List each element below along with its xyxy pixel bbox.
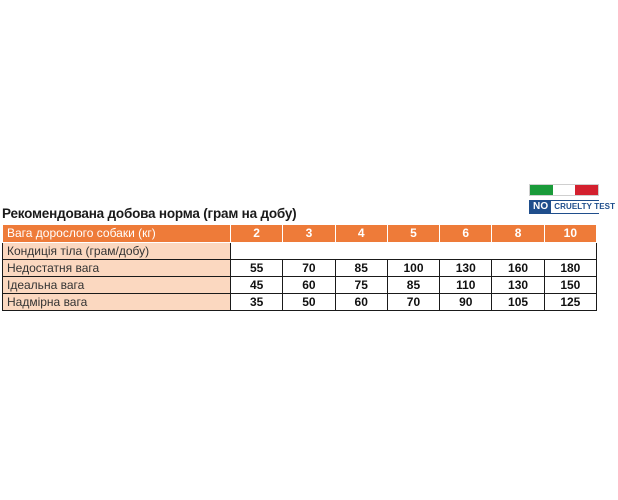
feeding-table: [2, 225, 597, 311]
no-cruelty-test-badge: [529, 200, 616, 214]
table-cell: 105: [492, 293, 544, 310]
table-cell: 180: [544, 259, 596, 276]
table-cell: 70: [387, 293, 439, 310]
table-cell: 100: [387, 259, 439, 276]
feeding-table-title: Рекомендована добова норма (грам на добу): [2, 206, 297, 221]
condition-blank-cell: [231, 242, 597, 259]
header-weight-cell: 10: [544, 225, 596, 242]
header-weight-cell: 5: [387, 225, 439, 242]
table-cell: 35: [231, 293, 283, 310]
italian-flag-icon: [529, 184, 599, 196]
badge-no-text: NO: [530, 201, 551, 213]
table-cell: 45: [231, 276, 283, 293]
table-cell: 150: [544, 276, 596, 293]
flag-green-stripe: [530, 185, 553, 195]
table-cell: 60: [283, 276, 335, 293]
row-label: Недостатня вага: [3, 259, 231, 276]
header-weight-cell: 2: [231, 225, 283, 242]
table-row: [3, 259, 597, 276]
flag-red-stripe: [575, 185, 598, 195]
table-cell: 110: [440, 276, 492, 293]
table-cell: 85: [387, 276, 439, 293]
header-weight-cell: 6: [440, 225, 492, 242]
table-cell: 70: [283, 259, 335, 276]
row-label: Надмірна вага: [3, 293, 231, 310]
header-weight-label: Вага дорослого собаки (кг): [3, 225, 231, 242]
table-cell: 130: [492, 276, 544, 293]
header-weight-cell: 4: [335, 225, 387, 242]
header-weight-cell: 3: [283, 225, 335, 242]
table-row: [3, 293, 597, 310]
table-cell: 125: [544, 293, 596, 310]
table-row: [3, 276, 597, 293]
row-label: Ідеальна вага: [3, 276, 231, 293]
table-cell: 85: [335, 259, 387, 276]
table-cell: 130: [440, 259, 492, 276]
flag-white-stripe: [553, 185, 576, 195]
table-cell: 60: [335, 293, 387, 310]
table-cell: 50: [283, 293, 335, 310]
table-cell: 90: [440, 293, 492, 310]
condition-label: Кондиція тіла (грам/добу): [3, 242, 231, 259]
table-cell: 55: [231, 259, 283, 276]
table-cell: 75: [335, 276, 387, 293]
table-header-row: [3, 225, 597, 242]
badge-cruelty-text: CRUELTY TEST: [551, 201, 618, 213]
table-condition-row: [3, 242, 597, 259]
header-weight-cell: 8: [492, 225, 544, 242]
table-cell: 160: [492, 259, 544, 276]
